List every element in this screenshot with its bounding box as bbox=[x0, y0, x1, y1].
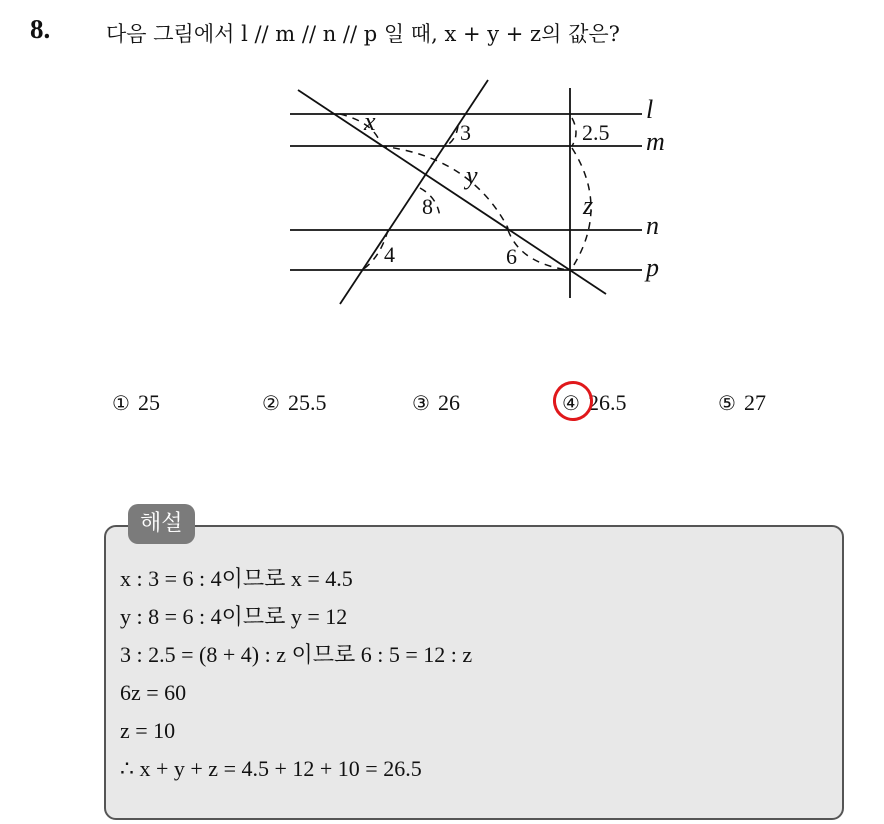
label-6: 6 bbox=[506, 244, 517, 269]
solution-line: z = 10 bbox=[120, 718, 176, 743]
label-3: 3 bbox=[460, 120, 471, 145]
label-p: p bbox=[646, 253, 659, 282]
transversal-diagonal-down bbox=[298, 90, 606, 294]
choice-value: 25.5 bbox=[287, 390, 327, 415]
arc-2-5 bbox=[572, 118, 576, 146]
solution-tab: 해설 bbox=[128, 504, 195, 544]
choice-mark: ② bbox=[262, 391, 280, 415]
choice-value: 26 bbox=[437, 390, 460, 415]
solution-line: 6z = 60 bbox=[120, 680, 187, 705]
label-x: x bbox=[364, 107, 376, 136]
label-z: z bbox=[583, 191, 594, 220]
choice-value: 27 bbox=[743, 390, 766, 415]
geometry-figure bbox=[280, 78, 700, 318]
choice-mark: ① bbox=[112, 391, 130, 415]
solution-line: 3 : 2.5 = (8 + 4) : z 이므로 6 : 5 = 12 : z bbox=[120, 642, 473, 667]
label-n: n bbox=[646, 211, 659, 240]
solution-line: x : 3 = 6 : 4이므로 x = 4.5 bbox=[120, 566, 353, 591]
choice-value: 26.5 bbox=[587, 390, 627, 415]
choice-1[interactable] bbox=[112, 390, 160, 416]
label-l: l bbox=[646, 95, 654, 124]
choice-mark: ④ bbox=[562, 391, 580, 415]
label-m: m bbox=[646, 127, 665, 156]
choice-value: 25 bbox=[137, 390, 160, 415]
choice-3[interactable] bbox=[412, 390, 460, 416]
question-number: 8. bbox=[30, 14, 51, 44]
label-8: 8 bbox=[422, 194, 433, 219]
choice-2[interactable] bbox=[262, 390, 326, 416]
label-2-5: 2.5 bbox=[582, 120, 610, 145]
question-text: 다음 그림에서 l // m // n // p 일 때, x + y + z의 값은? bbox=[106, 22, 620, 46]
choice-5[interactable] bbox=[718, 390, 766, 416]
solution-line: ∴ x + y + z = 4.5 + 12 + 10 = 26.5 bbox=[120, 756, 422, 781]
choice-mark: ⑤ bbox=[718, 391, 736, 415]
answer-choices bbox=[0, 390, 884, 426]
choice-mark: ③ bbox=[412, 391, 430, 415]
solution-line: y : 8 = 6 : 4이므로 y = 12 bbox=[120, 604, 348, 629]
solution-lines bbox=[120, 560, 472, 788]
label-4: 4 bbox=[384, 242, 395, 267]
label-y: y bbox=[466, 161, 478, 190]
